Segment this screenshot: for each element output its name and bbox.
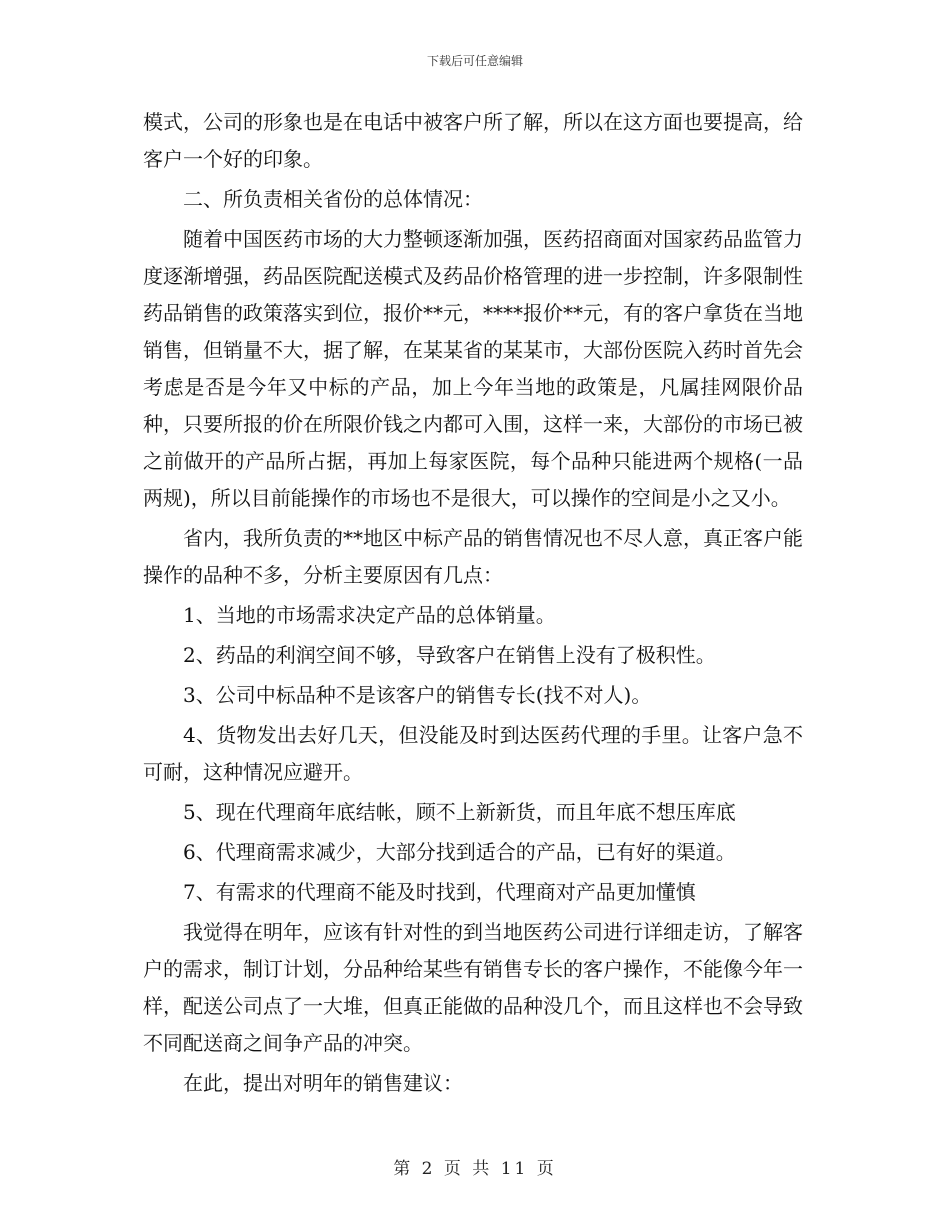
- paragraph-1: 模式，公司的形象也是在电话中被客户所了解，所以在这方面也要提高，给客户一个好的印象。: [143, 110, 803, 171]
- page-header-note: 下载后可任意编辑: [426, 54, 523, 68]
- list-item-4: 4、货物发出去好几天，但没能及时到达医药代理的手里。让客户急不可耐，这种情况应避开。: [143, 723, 803, 784]
- paragraph-6: 在此，提出对明年的销售建议：: [183, 1071, 463, 1095]
- list-item-5: 5、现在代理商年底结帐，顾不上新新货，而且年底不想压库底: [183, 800, 736, 824]
- list-item-3: 3、公司中标品种不是该客户的销售专长(找不对人)。: [183, 683, 652, 707]
- paragraph-2: 二、所负责相关省份的总体情况：: [183, 187, 483, 211]
- paragraph-3: 随着中国医药市场的大力整顿逐渐加强，医药招商面对国家药品监管力度逐渐增强，药品医院配送模式及药品价格管理的进一步控制，许多限制性药品销售的政策落实到位，报价**元，****报价**元，有的客户拿货在当地销售，但销量不大，据了解，在某某省的某某市，大部份医院入药时首先会考虑是否是今年又中标的产品，加上今年当地的政策是，凡属挂网限价品种，只要所报的价在所限价钱之内都可入围，这样一来，大部份的市场已被之前做开的产品所占据，再加上每家医院，每个品种只能进两个规格(一品两规)，所以目前能操作的市场也不是很大，可以操作的空间是小之又小。: [143, 227, 803, 510]
- list-item-2: 2、药品的利润空间不够，导致客户在销售上没有了极积性。: [183, 643, 716, 667]
- list-item-6: 6、代理商需求减少，大部分找到适合的产品，已有好的渠道。: [183, 840, 736, 864]
- paragraph-5: 我觉得在明年，应该有针对性的到当地医药公司进行详细走访，了解客户的需求，制订计划，分品种给某些有销售专长的客户操作，不能像今年一样，配送公司点了一大堆，但真正能做的品种没几个，而且这样也不会导致不同配送商之间争产品的冲突。: [143, 920, 803, 1055]
- paragraph-4: 省内，我所负责的**地区中标产品的销售情况也不尽人意，真正客户能操作的品种不多，分析主要原因有几点：: [143, 526, 803, 587]
- list-item-1: 1、当地的市场需求决定产品的总体销量。: [183, 603, 556, 627]
- document-body: [143, 104, 803, 1105]
- page-number: 第 2 页 共 11 页: [393, 1159, 557, 1179]
- list-item-7: 7、有需求的代理商不能及时找到，代理商对产品更加懂慎: [183, 880, 696, 904]
